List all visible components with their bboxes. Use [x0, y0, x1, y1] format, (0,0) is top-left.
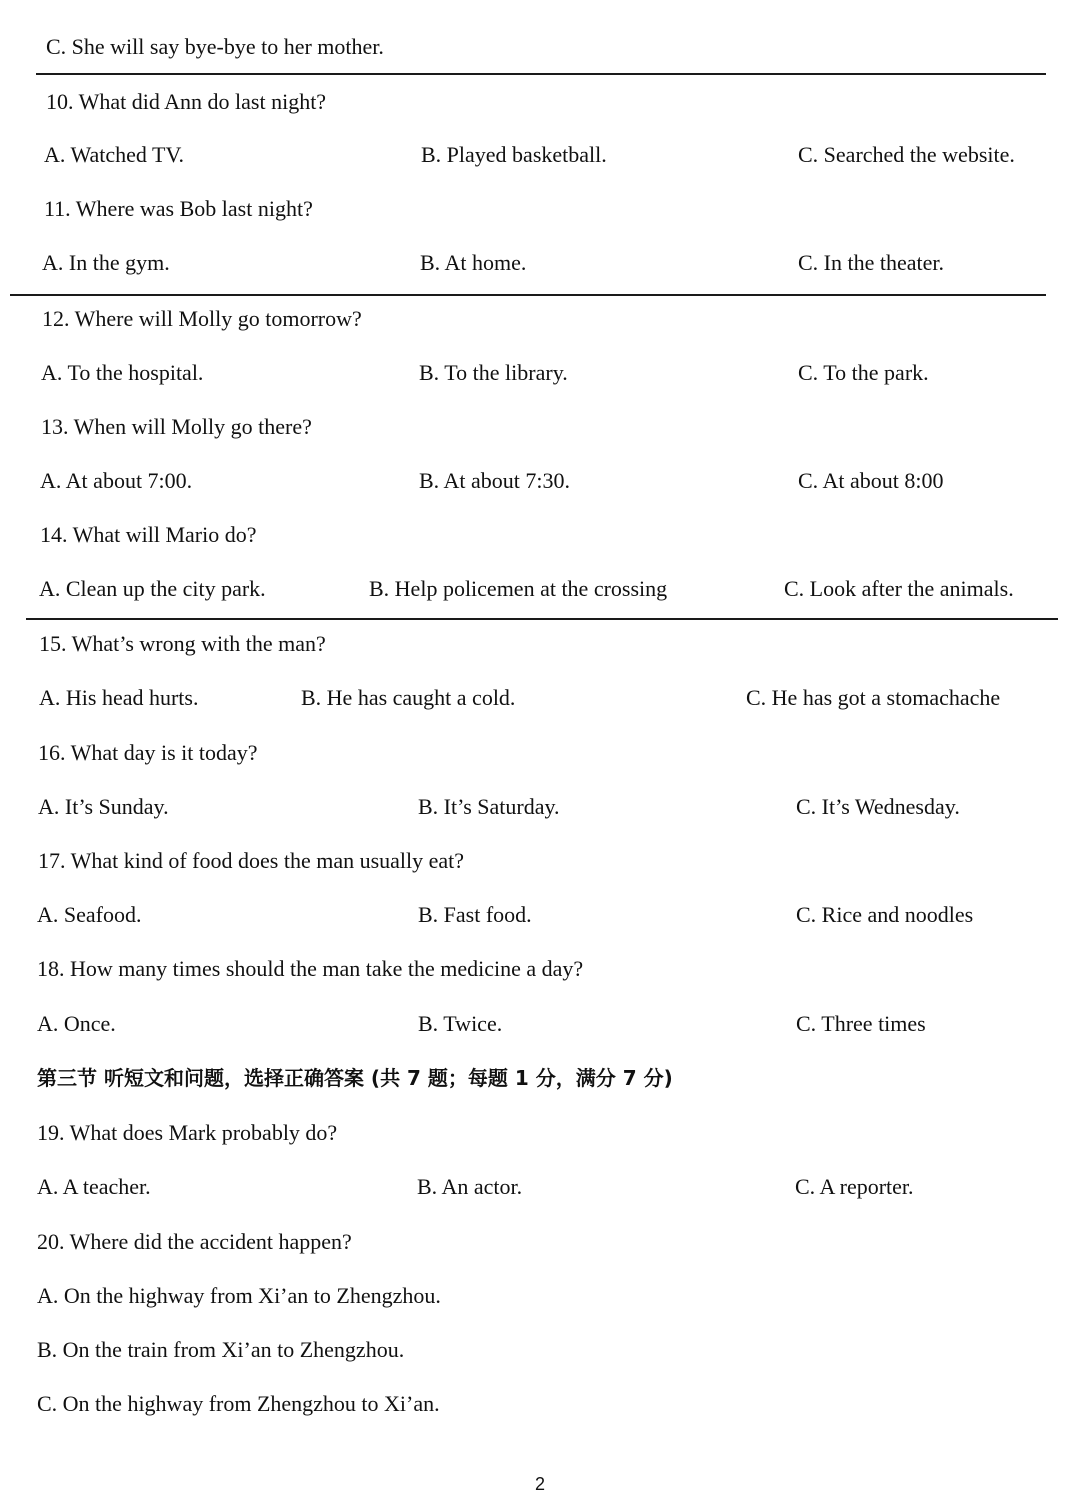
- question-20: [0, 1225, 1080, 1259]
- option-b: B. It’s Saturday.: [418, 794, 560, 819]
- option-c: C. Rice and noodles: [796, 902, 974, 927]
- question-12: [0, 302, 1080, 336]
- option-b: B. He has caught a cold.: [301, 685, 516, 710]
- question-text: 19. What does Mark probably do?: [37, 1120, 338, 1145]
- option-b: B. Twice.: [418, 1011, 503, 1036]
- question-15-options: [0, 681, 1080, 715]
- question-14-options: [0, 572, 1080, 606]
- option-c: C. Look after the animals.: [784, 576, 1014, 601]
- page-number: 2: [534, 1474, 545, 1494]
- option-a: A. Once.: [37, 1011, 116, 1036]
- question-11: [0, 192, 1080, 226]
- question-16-options: [0, 790, 1080, 824]
- option-c: C. In the theater.: [798, 250, 945, 275]
- option-a: A. At about 7:00.: [40, 468, 193, 493]
- question-11-options: [0, 246, 1080, 280]
- option-a: A. His head hurts.: [39, 685, 199, 710]
- question-12-options: [0, 356, 1080, 390]
- option-b: B. Played basketball.: [421, 142, 607, 167]
- option-c: C. At about 8:00: [798, 468, 944, 493]
- question-20-option-b-row: [0, 1333, 1080, 1367]
- option-b: B. Help policemen at the crossing: [369, 576, 668, 601]
- option-c: C. Searched the website.: [798, 142, 1015, 167]
- question-15: [0, 627, 1080, 661]
- question-text: 15. What’s wrong with the man?: [39, 631, 326, 656]
- question-text: 18. How many times should the man take the medicine a day?: [37, 956, 584, 981]
- question-19-options: [0, 1170, 1080, 1204]
- option-b: B. At home.: [420, 250, 527, 275]
- option-c: C. He has got a stomachache: [746, 685, 1001, 710]
- option-c: C. On the highway from Zhengzhou to Xi’an.: [37, 1391, 440, 1416]
- option-a: A. To the hospital.: [41, 360, 204, 385]
- question-text: 13. When will Molly go there?: [41, 414, 312, 439]
- option-a: A. It’s Sunday.: [38, 794, 169, 819]
- option-a: A. In the gym.: [42, 250, 170, 275]
- option-b: B. Fast food.: [418, 902, 532, 927]
- option-a: A. Clean up the city park.: [39, 576, 266, 601]
- divider: [26, 618, 1058, 620]
- option-c: C. A reporter.: [795, 1174, 914, 1199]
- question-19: [0, 1116, 1080, 1150]
- option-b: B. On the train from Xi’an to Zhengzhou.: [37, 1337, 405, 1362]
- option-c: C. She will say bye-bye to her mother.: [46, 34, 384, 59]
- question-13: [0, 410, 1080, 444]
- divider: [36, 73, 1046, 75]
- question-14: [0, 518, 1080, 552]
- question-16: [0, 736, 1080, 770]
- question-17-options: [0, 898, 1080, 932]
- question-18: [0, 952, 1080, 986]
- question-17: [0, 844, 1080, 878]
- option-a: A. Seafood.: [37, 902, 142, 927]
- question-20-option-c-row: [0, 1387, 1080, 1421]
- option-c: C. Three times: [796, 1011, 926, 1036]
- question-10-options: [0, 138, 1080, 172]
- section-heading-row: [0, 1061, 1080, 1095]
- question-text: 16. What day is it today?: [38, 740, 258, 765]
- question-text: 10. What did Ann do last night?: [46, 89, 327, 114]
- question-9-option-row: [0, 30, 1080, 64]
- question-13-options: [0, 464, 1080, 498]
- question-20-option-a-row: [0, 1279, 1080, 1313]
- divider: [10, 294, 1046, 296]
- option-a: A. A teacher.: [37, 1174, 151, 1199]
- option-a: A. Watched TV.: [44, 142, 184, 167]
- question-text: 17. What kind of food does the man usually eat?: [38, 848, 465, 873]
- option-c: C. To the park.: [798, 360, 929, 385]
- option-b: B. An actor.: [417, 1174, 523, 1199]
- question-10: [0, 85, 1080, 119]
- option-c: C. It’s Wednesday.: [796, 794, 960, 819]
- question-text: 14. What will Mario do?: [40, 522, 257, 547]
- question-text: 11. Where was Bob last night?: [44, 196, 313, 221]
- option-a: A. On the highway from Xi’an to Zhengzhou.: [37, 1283, 441, 1308]
- option-b: B. At about 7:30.: [419, 468, 570, 493]
- question-text: 12. Where will Molly go tomorrow?: [42, 306, 362, 331]
- question-18-options: [0, 1007, 1080, 1041]
- section-heading: 第三节 听短文和问题，选择正确答案 (共 7 题；每题 1 分，满分 7 分): [37, 1066, 673, 1090]
- question-text: 20. Where did the accident happen?: [37, 1229, 352, 1254]
- option-b: B. To the library.: [419, 360, 568, 385]
